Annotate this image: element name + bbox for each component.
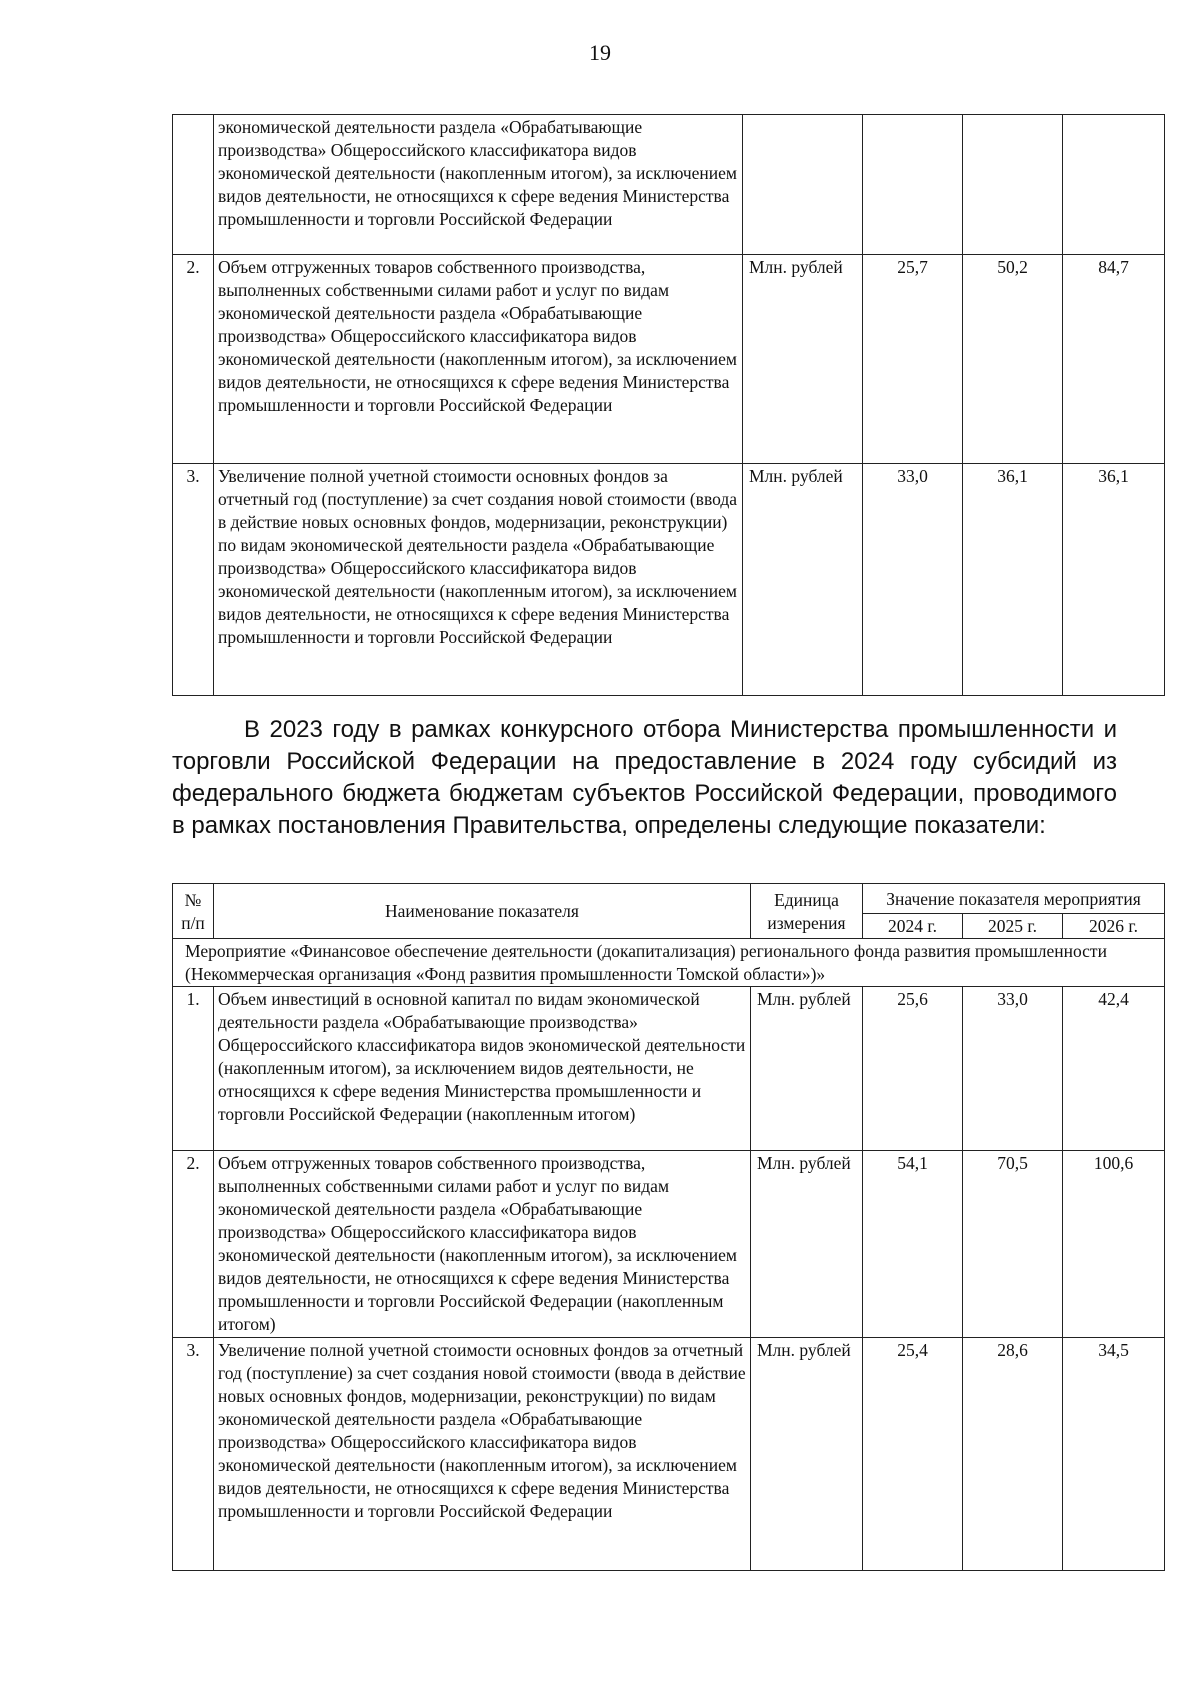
- unit: Млн. рублей: [751, 1151, 863, 1338]
- section-row: [173, 939, 1165, 987]
- unit: Млн. рублей: [751, 987, 863, 1151]
- header-num: № п/п: [173, 884, 214, 939]
- row-number: 3.: [173, 1338, 214, 1571]
- table-row: [173, 255, 1165, 464]
- table-row: [173, 1151, 1165, 1338]
- value-2025: 33,0: [963, 987, 1063, 1151]
- body-paragraph: [172, 714, 1117, 842]
- value-2025: 36,1: [963, 464, 1063, 696]
- indicators-table: [172, 883, 1165, 1571]
- value-2024: 25,4: [863, 1338, 963, 1571]
- header-name: Наименование показателя: [214, 884, 751, 939]
- header-year-2026: 2026 г.: [1063, 914, 1165, 939]
- indicator-name: Объем инвестиций в основной капитал по видам экономической деятельности раздела «Обрабатывающие производства» Общероссийского классификатора видов экономической деятельности (накопленным итогом), за исключением видов деятельности, не относящихся к сфере ведения Министерства промышленности и торговли Российской Федерации (накопленным итогом): [214, 987, 751, 1151]
- header-year-2025: 2025 г.: [963, 914, 1063, 939]
- unit: Млн. рублей: [751, 1338, 863, 1571]
- indicator-name: Увеличение полной учетной стоимости основных фондов за отчетный год (поступление) за счет создания новой стоимости (ввода в действие новых основных фондов, модернизации, реконструкции) по видам экономической деятельности раздела «Обрабатывающие производства» Общероссийского классификатора видов экономической деятельности (накопленным итогом), за исключением видов деятельности, не относящихся к сфере ведения Министерства промышленности и торговли Российской Федерации: [214, 464, 743, 696]
- row-number: [173, 115, 214, 255]
- row-number: 2.: [173, 1151, 214, 1338]
- unit: Млн. рублей: [743, 464, 863, 696]
- header-year-2024: 2024 г.: [863, 914, 963, 939]
- table-row: [173, 987, 1165, 1151]
- value-2026: 36,1: [1063, 464, 1165, 696]
- indicator-name: Объем отгруженных товаров собственного производства, выполненных собственными силами работ и услуг по видам экономической деятельности раздела «Обрабатывающие производства» Общероссийского классификатора видов экономической деятельности (накопленным итогом), за исключением видов деятельности, не относящихся к сфере ведения Министерства промышленности и торговли Российской Федерации: [214, 255, 743, 464]
- row-number: 2.: [173, 255, 214, 464]
- value-2024: 25,6: [863, 987, 963, 1151]
- section-title: Мероприятие «Финансовое обеспечение деятельности (докапитализация) регионального фонда развития промышленности (Некоммерческая организация «Фонд развития промышленности Томской области»)»: [173, 939, 1165, 987]
- indicators-table-continued: [172, 114, 1165, 696]
- value-2026: 100,6: [1063, 1151, 1165, 1338]
- header-unit: Единица измерения: [751, 884, 863, 939]
- page-number: 19: [589, 40, 611, 65]
- indicator-name: Объем отгруженных товаров собственного производства, выполненных собственными силами работ и услуг по видам экономической деятельности раздела «Обрабатывающие производства» Общероссийского классификатора видов экономической деятельности (накопленным итогом), за исключением видов деятельности, не относящихся к сфере ведения Министерства промышленности и торговли Российской Федерации (накопленным итогом): [214, 1151, 751, 1338]
- unit: Млн. рублей: [743, 255, 863, 464]
- table-row: [173, 115, 1165, 255]
- row-number: 3.: [173, 464, 214, 696]
- value-2024: 54,1: [863, 1151, 963, 1338]
- value-2025: 70,5: [963, 1151, 1063, 1338]
- table-header-row: [173, 884, 1165, 914]
- indicator-name: экономической деятельности раздела «Обрабатывающие производства» Общероссийского классификатора видов экономической деятельности (накопленным итогом), за исключением видов деятельности, не относящихся к сфере ведения Министерства промышленности и торговли Российской Федерации: [214, 115, 743, 255]
- value-2026: 42,4: [1063, 987, 1165, 1151]
- unit: [743, 115, 863, 255]
- value-2024: 33,0: [863, 464, 963, 696]
- value-2024: 25,7: [863, 255, 963, 464]
- indicator-name: Увеличение полной учетной стоимости основных фондов за отчетный год (поступление) за счет создания новой стоимости (ввода в действие новых основных фондов, модернизации, реконструкции) по видам экономической деятельности раздела «Обрабатывающие производства» Общероссийского классификатора видов экономической деятельности (накопленным итогом), за исключением видов деятельности, не относящихся к сфере ведения Министерства промышленности и торговли Российской Федерации: [214, 1338, 751, 1571]
- value-2026: 34,5: [1063, 1338, 1165, 1571]
- value-2024: [863, 115, 963, 255]
- row-number: 1.: [173, 987, 214, 1151]
- value-2025: 28,6: [963, 1338, 1063, 1571]
- paragraph-text: В 2023 году в рамках конкурсного отбора Министерства промышленности и торговли Российской Федерации на предоставление в 2024 году субсидий из федерального бюджета бюджетам субъектов Российской Федерации, проводимого в рамках постановления Правительства, определены следующие показатели:: [172, 716, 1117, 839]
- value-2026: 84,7: [1063, 255, 1165, 464]
- value-2026: [1063, 115, 1165, 255]
- table-row: [173, 1338, 1165, 1571]
- header-value-group: Значение показателя мероприятия: [863, 884, 1165, 914]
- value-2025: [963, 115, 1063, 255]
- value-2025: 50,2: [963, 255, 1063, 464]
- table-row: [173, 464, 1165, 696]
